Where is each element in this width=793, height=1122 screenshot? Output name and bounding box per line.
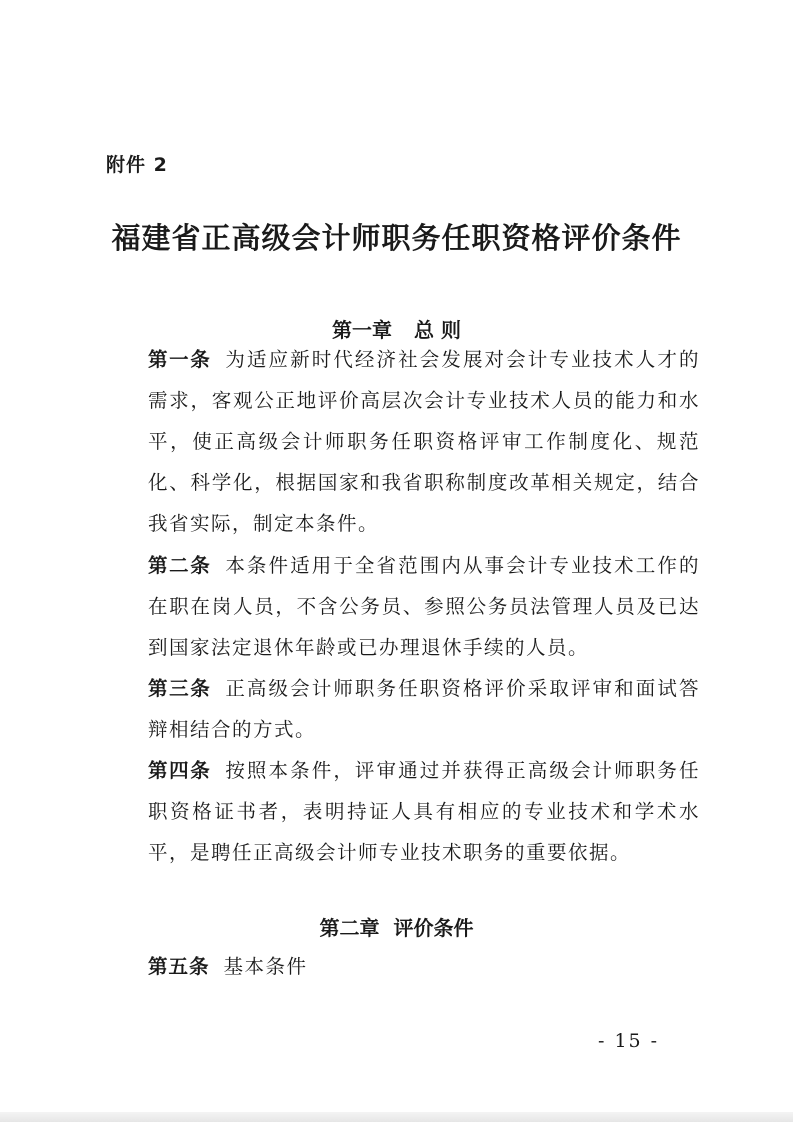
chapter-number: 第二章 bbox=[319, 916, 380, 940]
article-label: 第五条 bbox=[148, 955, 210, 978]
article-paragraph bbox=[108, 668, 700, 750]
article-body bbox=[108, 750, 700, 873]
page-number: - 15 - bbox=[598, 1030, 660, 1052]
scan-bottom-edge bbox=[0, 1112, 793, 1122]
article-paragraph bbox=[108, 946, 700, 987]
article-paragraph bbox=[108, 545, 700, 668]
article-body bbox=[108, 339, 700, 544]
attachment-label: 附件 2 bbox=[106, 154, 168, 176]
article-text: 按照本条件，评审通过并获得正高级会计师职务任职资格证书者，表明持证人具有相应的专业技术和学术水平，是聘任正高级会计师专业技术职务的重要依据。 bbox=[148, 759, 700, 864]
article-label: 第一条 bbox=[148, 348, 212, 371]
article-text: 正高级会计师职务任职资格评价采取评审和面试答辩相结合的方式。 bbox=[148, 677, 700, 741]
chapter-number: 第一章 bbox=[332, 318, 393, 342]
article-text: 本条件适用于全省范围内从事会计专业技术工作的在职在岗人员，不含公务员、参照公务员法管理人员及已达到国家法定退休年龄或已办理退休手续的人员。 bbox=[148, 554, 700, 659]
article-paragraph bbox=[108, 339, 700, 544]
article-body bbox=[108, 545, 700, 668]
chapter-heading bbox=[0, 912, 793, 941]
article-text: 为适应新时代经济社会发展对会计专业技术人才的需求，客观公正地评价高层次会计专业技术人员的能力和水平，使正高级会计师职务任职资格评审工作制度化、规范化、科学化，根据国家和我省职称制度改革相关规定，结合我省实际，制定本条件。 bbox=[148, 348, 700, 535]
article-paragraph bbox=[108, 750, 700, 873]
chapter-name: 总 则 bbox=[414, 318, 461, 342]
document-title: 福建省正高级会计师职务任职资格评价条件 bbox=[111, 221, 682, 255]
article-body bbox=[108, 668, 700, 750]
article-body bbox=[108, 946, 700, 987]
article-label: 第四条 bbox=[148, 759, 212, 782]
article-label: 第二条 bbox=[148, 554, 212, 577]
article-text: 基本条件 bbox=[223, 955, 308, 978]
article-label: 第三条 bbox=[148, 677, 212, 700]
chapter-name: 评价条件 bbox=[393, 916, 474, 940]
